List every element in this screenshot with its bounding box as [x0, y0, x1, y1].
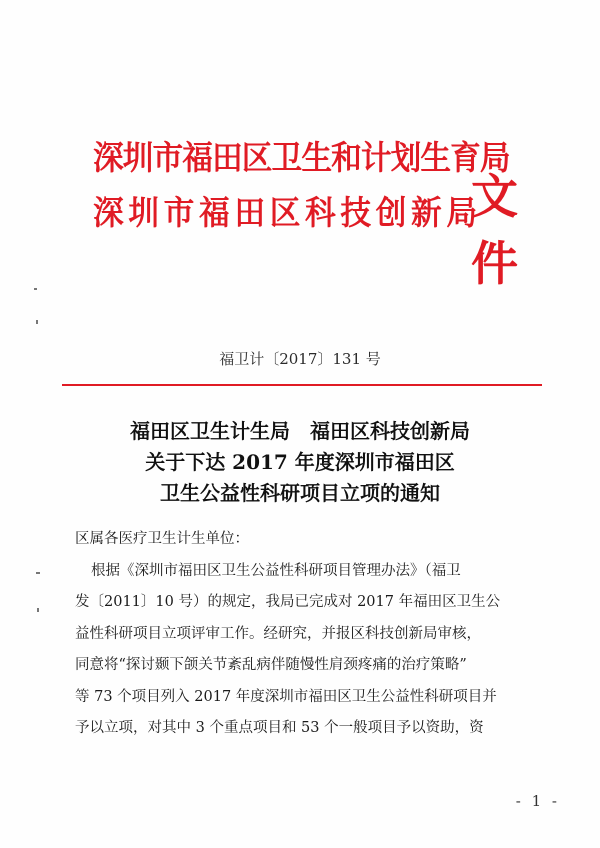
body-line: 发〔2011〕10 号）的规定，我局已完成对 2017 年福田区卫生公	[75, 594, 501, 610]
red-separator-rule	[62, 384, 542, 386]
notice-title	[0, 416, 600, 509]
notice-body	[75, 524, 545, 745]
scan-speck	[34, 288, 37, 290]
scan-speck	[36, 572, 40, 574]
issuing-authority-header	[93, 132, 563, 292]
scan-speck	[36, 320, 38, 324]
body-line: 益性科研项目立项评审工作。经研究，并报区科技创新局审核，	[75, 625, 481, 642]
title-line-3: 卫生公益性科研项目立项的通知	[160, 481, 440, 505]
title-line-1: 福田区卫生计生局 福田区科技创新局	[130, 419, 470, 443]
scan-speck	[37, 608, 39, 612]
body-line: 等 73 个项目列入 2017 年度深圳市福田区卫生公益性科研项目并	[75, 688, 497, 705]
salutation: 区属各医疗卫生计生单位：	[75, 531, 249, 547]
header-document-label: 文件	[471, 170, 520, 292]
body-line: 予以立项，对其中 3 个重点项目和 53 个一般项目予以资助，资	[75, 720, 484, 736]
header-authority-1: 深圳市福田区卫生和计划生育局	[93, 138, 510, 177]
document-number: 福卫计〔2017〕131 号	[219, 350, 381, 368]
body-line: 根据《深圳市福田区卫生公益性科研项目管理办法》（福卫	[91, 562, 461, 579]
title-line-2: 关于下达 2017 年度深圳市福田区	[145, 450, 455, 474]
header-authority-2: 深圳市福田区科技创新局	[93, 193, 482, 232]
body-line: 同意将“探讨颞下颌关节紊乱病伴随慢性肩颈疼痛的治疗策略”	[75, 657, 467, 673]
page-number: - 1 -	[515, 792, 560, 810]
